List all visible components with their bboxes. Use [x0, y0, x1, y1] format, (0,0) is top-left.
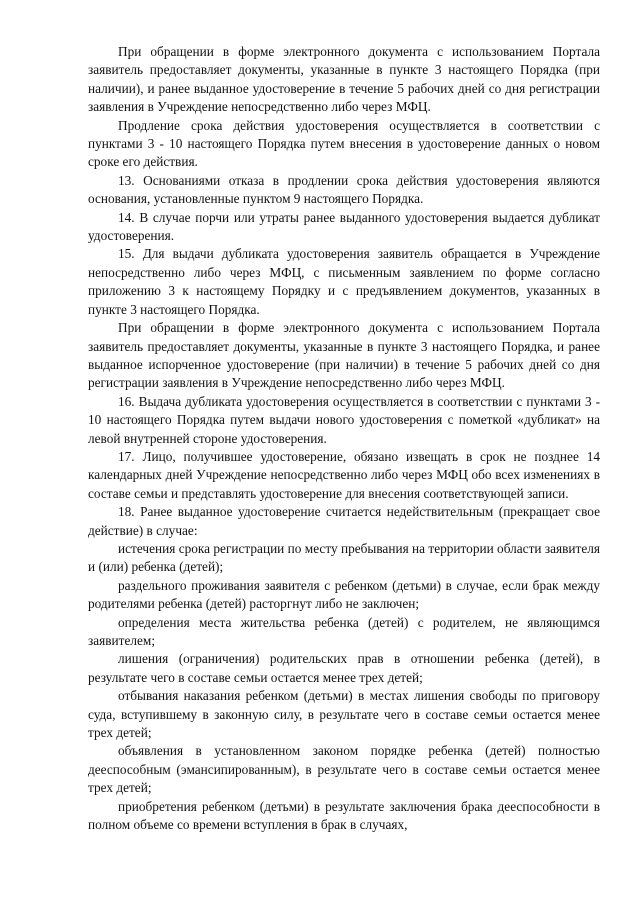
- list-item-marriage: приобретения ребенком (детьми) в результате заключения брака дееспособности в полном объеме со времени вступления в брак в случаях,: [88, 798, 600, 833]
- paragraph-17: 17. Лицо, получившее удостоверение, обязано извещать в срок не позднее 14 календарных дней Учреждение непосредственно либо через МФЦ обо всех изменениях в составе семьи и представлять удостоверение для внесения соответствующей записи.: [88, 448, 600, 501]
- list-item-parental-rights: лишения (ограничения) родительских прав в отношении ребенка (детей), в результате чего в составе семьи остается менее трех детей;: [88, 651, 600, 685]
- list-item-residence-determination: определения места жительства ребенка (детей) с родителем, не являющимся заявителем;: [88, 614, 600, 648]
- list-item-imprisonment: отбывания наказания ребенком (детьми) в местах лишения свободы по приговору суда, вступившему в законную силу, в результате чего в составе семьи остается менее трех детей;: [88, 688, 600, 741]
- paragraph-16: 16. Выдача дубликата удостоверения осуществляется в соответствии с пунктами 3 - 10 настоящего Порядка путем выдачи нового удостоверения с пометкой «дубликат» на левой внутренней стороне удостоверения.: [88, 393, 600, 446]
- list-item-emancipation: объявления в установленном законом порядке ребенка (детей) полностью дееспособным (эмансипированным), в результате чего в составе семьи остается менее трех детей;: [88, 743, 600, 796]
- paragraph-13: 13. Основаниями отказа в продлении срока действия удостоверения являются основания, установленные пунктом 9 настоящего Порядка.: [88, 172, 600, 207]
- list-item-separate-residence: раздельного проживания заявителя с ребенком (детьми) в случае, если брак между родителями ребенка (детей) расторгнут либо не заключен;: [88, 577, 600, 612]
- paragraph-portal-duplicate: При обращении в форме электронного документа с использованием Портала заявитель предоставляет документы, указанные в пункте 3 настоящего Порядка, и ранее выданное испорченное удостоверение (при наличии) в течение 5 рабочих дней со дня регистрации заявления в Учреждение непосредственно либо через МФЦ.: [88, 320, 600, 391]
- paragraph-14: 14. В случае порчи или утраты ранее выданного удостоверения выдается дубликат удостоверения.: [88, 209, 600, 244]
- paragraph-15: 15. Для выдачи дубликата удостоверения заявитель обращается в Учреждение непосредственно либо через МФЦ, с письменным заявлением по форме согласно приложению 3 к настоящему Порядку и с предъявлением документов, указанных в пункте 3 настоящего Порядка.: [88, 246, 600, 317]
- document-page: [88, 43, 600, 834]
- paragraph-extension-procedure: Продление срока действия удостоверения осуществляется в соответствии с пунктами 3 - 10 настоящего Порядка путем внесения в удостоверение данных о новом сроке его действия.: [88, 117, 600, 170]
- paragraph-18: 18. Ранее выданное удостоверение считается недействительным (прекращает свое действие) в случае:: [88, 504, 600, 538]
- paragraph-portal-extension: При обращении в форме электронного документа с использованием Портала заявитель предоставляет документы, указанные в пункте 3 настоящего Порядка (при наличии), и ранее выданное удостоверение в течение 5 рабочих дней со дня регистрации заявления в Учреждение непосредственно либо через МФЦ.: [88, 44, 600, 115]
- list-item-registration-expiry: истечения срока регистрации по месту пребывания на территории области заявителя и (или) ребенка (детей);: [88, 540, 600, 575]
